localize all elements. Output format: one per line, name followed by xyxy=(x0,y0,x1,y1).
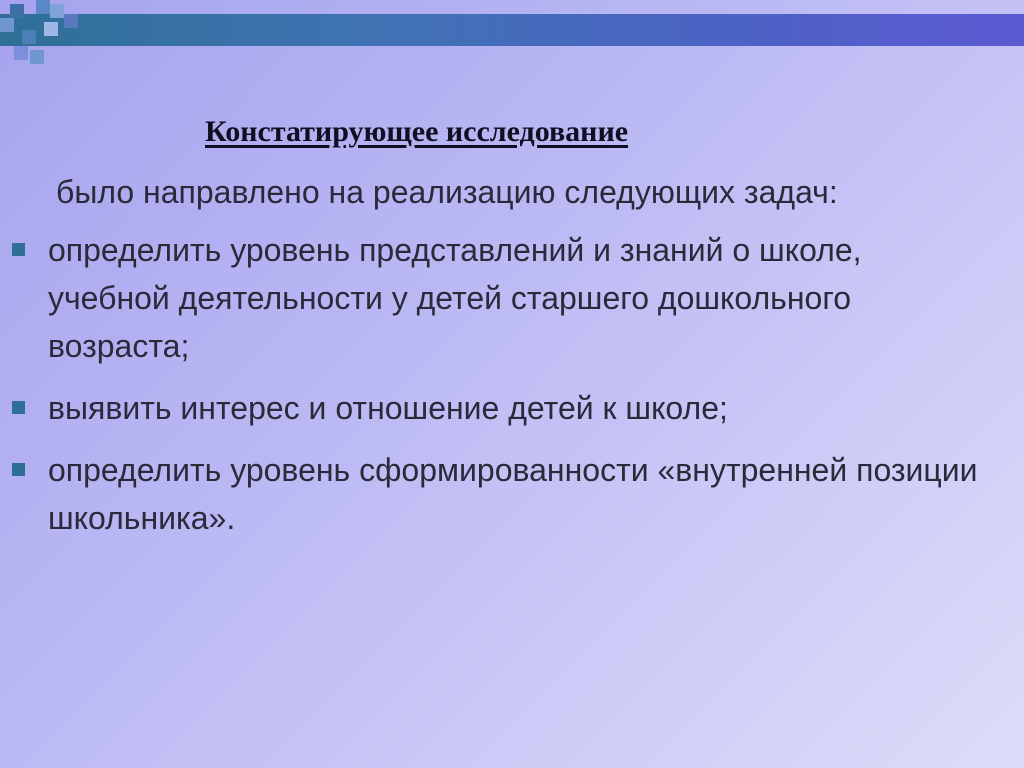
square-bullet-icon xyxy=(12,401,25,414)
bullet-text: определить уровень сформированности «внутренней позиции школьника». xyxy=(48,452,978,536)
square-bullet-icon xyxy=(12,463,25,476)
bullet-item xyxy=(0,226,978,370)
bullet-item xyxy=(0,446,978,542)
slide-subheading: было направлено на реализацию следующих задач: xyxy=(56,174,838,210)
square-bullet-icon xyxy=(12,243,25,256)
bullet-text: выявить интерес и отношение детей к школе; xyxy=(48,390,728,426)
bullet-item xyxy=(0,384,978,432)
bullet-text: определить уровень представлений и знаний о школе, учебной деятельности у детей старшего дошкольного возраста; xyxy=(48,232,862,364)
slide-heading: Констатирующее исследование xyxy=(205,115,629,148)
bullet-list xyxy=(0,226,1024,556)
